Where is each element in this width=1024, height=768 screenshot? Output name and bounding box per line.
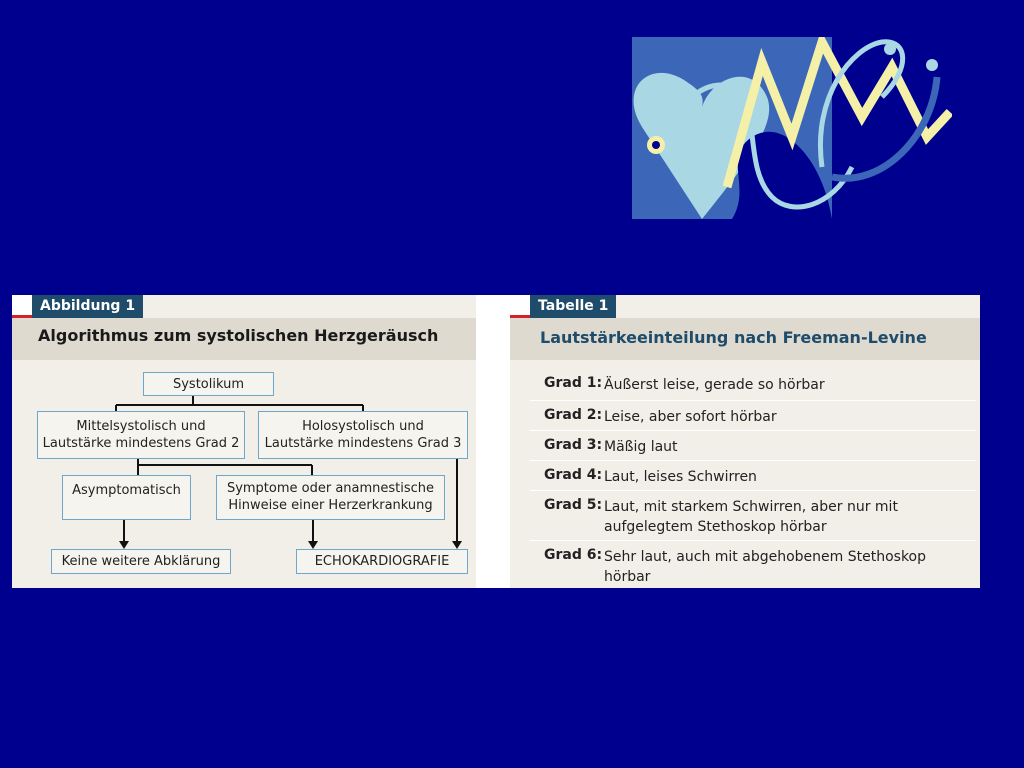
grade-label: Grad 1: — [544, 375, 603, 391]
node-mittelsystolisch-line-2: Lautstärke mindestens Grad 2 — [42, 436, 240, 451]
figure-panel — [12, 295, 476, 588]
table-panel — [510, 295, 980, 588]
node-symptome — [216, 475, 445, 520]
table-row — [530, 490, 976, 540]
table-row — [530, 460, 976, 490]
node-mittelsystolisch — [37, 411, 245, 459]
figure-label: Abbildung 1 — [32, 295, 143, 318]
table-title: Lautstärkeeinteilung nach Freeman-Levine — [510, 318, 980, 360]
node-echokardiografie: ECHOKARDIOGRAFIE — [296, 549, 468, 574]
grade-label: Grad 2: — [544, 407, 603, 423]
node-symptome-line-1: Symptome oder anamnestische — [226, 481, 435, 496]
grade-description: Äußerst leise, gerade so hörbar — [604, 377, 825, 393]
table-row — [530, 369, 976, 400]
node-asymptomatisch: Asymptomatisch — [62, 475, 191, 520]
node-keine-weitere-abklaerung: Keine weitere Abklärung — [51, 549, 231, 574]
grade-label: Grad 5: — [544, 497, 603, 513]
node-holosystolisch-line-2: Lautstärke mindestens Grad 3 — [264, 436, 462, 451]
grade-label: Grad 4: — [544, 467, 603, 483]
node-mittelsystolisch-line-1: Mittelsystolisch und — [76, 419, 206, 434]
grade-description: Laut, leises Schwirren — [604, 469, 757, 485]
grade-label: Grad 3: — [544, 437, 603, 453]
table-row — [530, 430, 976, 460]
grade-description: Sehr laut, auch mit abgehobenem Stethoskop hörbar — [604, 549, 926, 585]
table-row — [530, 540, 976, 585]
grade-label: Grad 6: — [544, 547, 603, 563]
node-holosystolisch — [258, 411, 468, 459]
grade-description: Leise, aber sofort hörbar — [604, 409, 777, 425]
table-row — [530, 400, 976, 430]
grade-description: Laut, mit starkem Schwirren, aber nur mit aufgelegtem Stethoskop hörbar — [604, 499, 898, 535]
figure-title: Algorithmus zum systolischen Herzgeräusch — [12, 318, 476, 360]
table-accent-mark — [510, 295, 530, 318]
node-symptome-line-2: Hinweise einer Herzerkrankung — [228, 498, 433, 513]
node-holosystolisch-line-1: Holosystolisch und — [302, 419, 424, 434]
heart-ecg-stethoscope-logo-icon — [632, 37, 952, 219]
node-systolikum: Systolikum — [143, 372, 274, 396]
table-label: Tabelle 1 — [530, 295, 616, 318]
grade-description: Mäßig laut — [604, 439, 678, 455]
